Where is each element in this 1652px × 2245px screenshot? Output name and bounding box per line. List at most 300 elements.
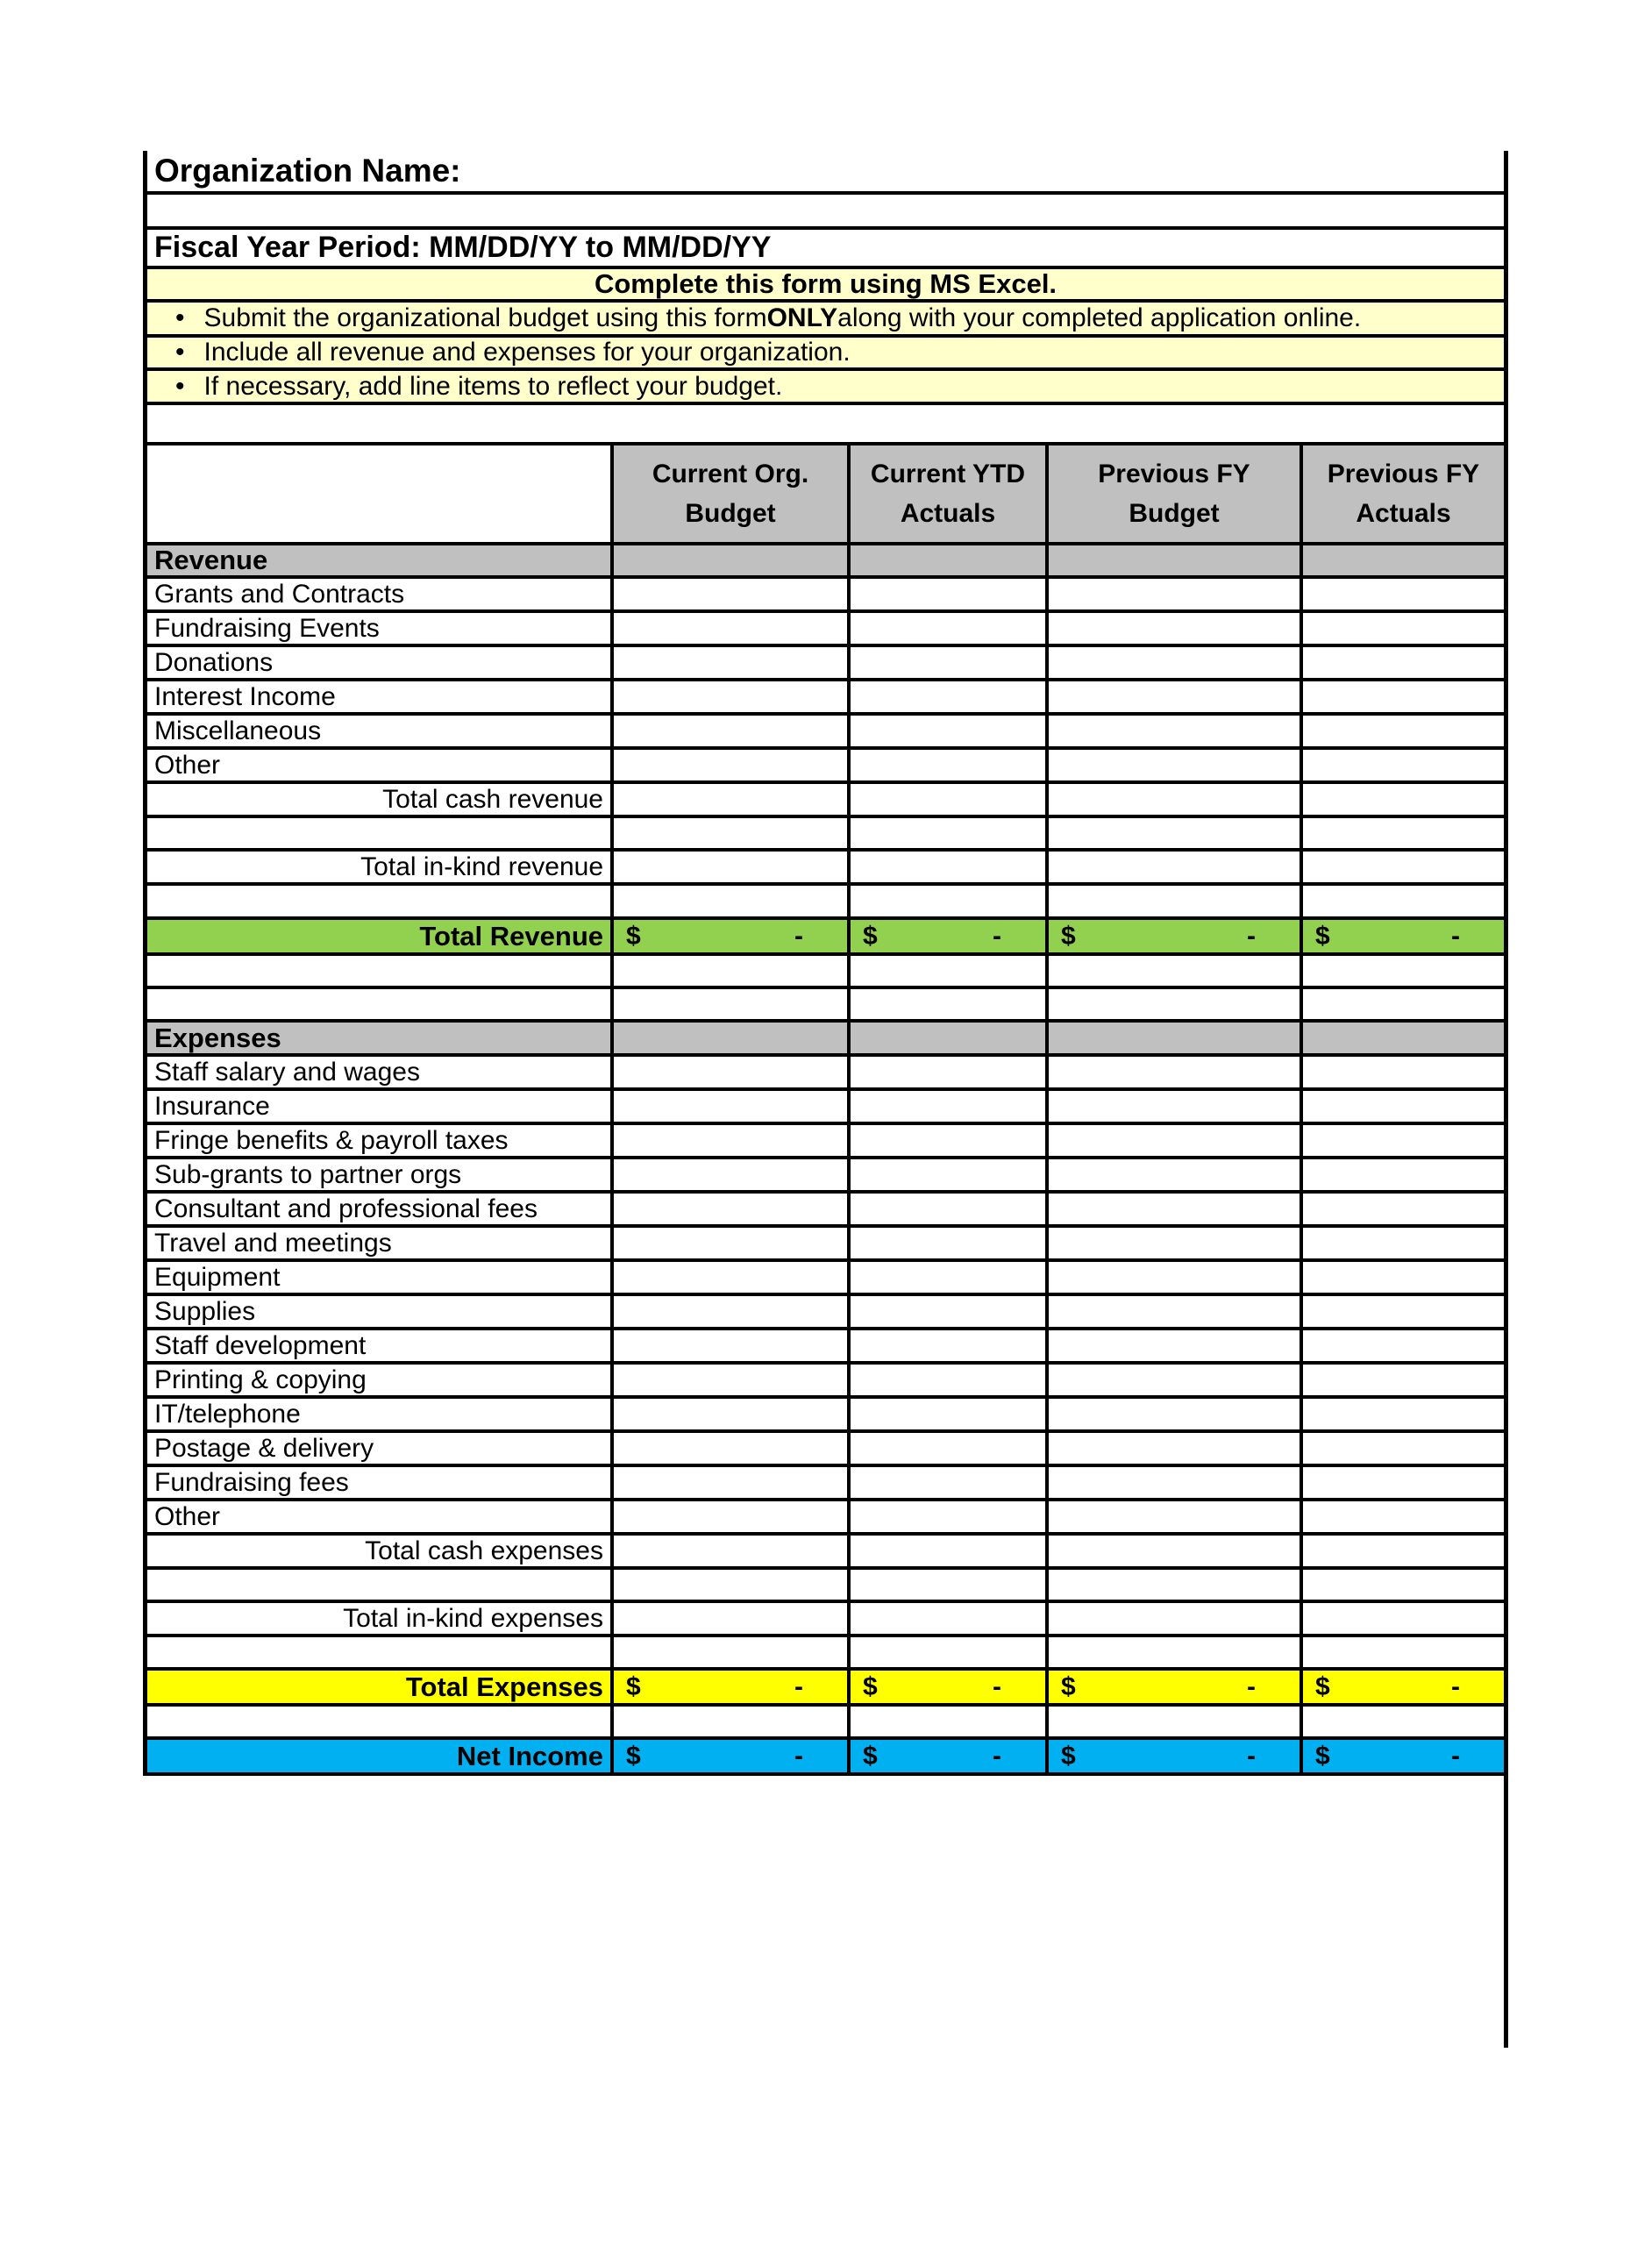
input-cell[interactable] (1049, 1365, 1303, 1399)
row-label (143, 579, 614, 613)
instruction-title: Complete this form using MS Excel. (594, 269, 1057, 299)
table-row (143, 1399, 1508, 1433)
total-expenses-cell[interactable] (614, 1671, 851, 1707)
section-title: Expenses (154, 1023, 281, 1053)
row-label (143, 1091, 614, 1125)
input-cell[interactable] (614, 1296, 851, 1330)
total-cash-revenue-row (143, 784, 1508, 818)
bullet-2-text: Include all revenue and expenses for your organization. (203, 338, 851, 367)
currency-symbol: $ (863, 1671, 878, 1701)
instruction-bullet-row (143, 371, 1508, 405)
input-cell[interactable] (1049, 852, 1303, 886)
input-cell[interactable] (1303, 1228, 1508, 1262)
section-cell (1049, 545, 1303, 579)
table-row (143, 716, 1508, 750)
row-label-text: Grants and Contracts (154, 579, 405, 609)
row-label-text: Travel and meetings (154, 1228, 392, 1258)
row-label-text: Insurance (154, 1091, 270, 1121)
expenses-section-row (143, 1023, 1508, 1057)
section-cell (851, 545, 1049, 579)
empty-cell (1049, 1707, 1303, 1740)
input-cell[interactable] (1303, 613, 1508, 647)
input-cell[interactable] (851, 1365, 1049, 1399)
row-label (143, 1536, 614, 1570)
input-cell[interactable] (851, 1603, 1049, 1637)
input-cell[interactable] (1303, 579, 1508, 613)
empty-cell (143, 956, 614, 989)
total-cash-expenses-row (143, 1536, 1508, 1570)
row-label (143, 1603, 614, 1637)
header-line2: Actuals (1356, 499, 1451, 528)
input-cell[interactable] (1303, 1365, 1508, 1399)
empty-cell (614, 1570, 851, 1603)
spacer-row (143, 989, 1508, 1023)
empty-cell (143, 818, 614, 852)
table-row (143, 1091, 1508, 1125)
header-current-ytd-actuals (851, 445, 1049, 545)
input-cell[interactable] (1303, 1399, 1508, 1433)
input-cell[interactable] (851, 1159, 1049, 1194)
currency-symbol: $ (1061, 921, 1076, 951)
spacer-row (143, 405, 1508, 445)
row-label-text: Fringe benefits & payroll taxes (154, 1125, 509, 1155)
table-row (143, 750, 1508, 784)
row-label (143, 1228, 614, 1262)
row-label (143, 1125, 614, 1159)
row-label-text: Total Revenue (419, 920, 603, 951)
table-row (143, 613, 1508, 647)
table-row (143, 647, 1508, 681)
currency-symbol: $ (1315, 1741, 1330, 1771)
spacer-row (143, 1707, 1508, 1740)
input-cell[interactable] (1303, 1125, 1508, 1159)
input-cell[interactable] (851, 716, 1049, 750)
currency-value: - (993, 1741, 1001, 1771)
row-label-text: Total cash expenses (365, 1536, 603, 1565)
input-cell[interactable] (1303, 1501, 1508, 1536)
currency-symbol: $ (626, 1671, 641, 1701)
currency-value: - (1451, 921, 1460, 951)
input-cell[interactable] (614, 681, 851, 716)
input-cell[interactable] (614, 1365, 851, 1399)
input-cell[interactable] (614, 1091, 851, 1125)
currency-value: - (1247, 921, 1256, 951)
input-cell[interactable] (1303, 750, 1508, 784)
input-cell[interactable] (851, 1125, 1049, 1159)
row-label-text: Staff salary and wages (154, 1057, 420, 1087)
input-cell[interactable] (614, 1330, 851, 1365)
table-row (143, 1330, 1508, 1365)
row-label (143, 784, 614, 818)
row-label (143, 647, 614, 681)
header-line1: Current Org. (652, 460, 809, 488)
row-label-text: Net Income (456, 1740, 603, 1771)
bullet-icon: • (175, 338, 185, 367)
input-cell[interactable] (614, 1057, 851, 1091)
section-cell (614, 545, 851, 579)
row-label (143, 1296, 614, 1330)
input-cell[interactable] (1049, 681, 1303, 716)
fiscal-year-cell[interactable] (143, 230, 1508, 269)
row-label-text: Fundraising fees (154, 1467, 349, 1497)
input-cell[interactable] (614, 1159, 851, 1194)
row-label-text: Miscellaneous (154, 716, 322, 745)
header-previous-fy-budget (1049, 445, 1303, 545)
section-cell (1303, 545, 1508, 579)
input-cell[interactable] (851, 1296, 1049, 1330)
input-cell[interactable] (851, 1091, 1049, 1125)
input-cell[interactable] (1303, 647, 1508, 681)
input-cell[interactable] (851, 750, 1049, 784)
input-cell[interactable] (1049, 1603, 1303, 1637)
header-line1: Current YTD (870, 460, 1026, 488)
revenue-section-row (143, 545, 1508, 579)
org-name-cell[interactable] (143, 151, 1508, 195)
input-cell[interactable] (614, 1228, 851, 1262)
input-cell[interactable] (614, 1399, 851, 1433)
bullet-3-text: If necessary, add line items to reflect your budget. (203, 371, 783, 401)
org-name-row (143, 151, 1508, 195)
empty-cell (1303, 818, 1508, 852)
input-cell[interactable] (851, 1467, 1049, 1501)
input-cell[interactable] (1303, 1262, 1508, 1296)
input-cell[interactable] (614, 647, 851, 681)
row-label (143, 716, 614, 750)
empty-cell (143, 886, 614, 920)
empty-cell (851, 989, 1049, 1023)
input-cell[interactable] (614, 579, 851, 613)
net-income-cell[interactable] (1303, 1740, 1508, 1776)
currency-value: - (794, 921, 803, 951)
input-cell[interactable] (851, 1433, 1049, 1467)
total-revenue-cell[interactable] (1049, 920, 1303, 956)
input-cell[interactable] (851, 1330, 1049, 1365)
row-label-text: Consultant and professional fees (154, 1194, 538, 1223)
total-revenue-row (143, 920, 1508, 956)
bullet-2-cell (143, 338, 1508, 371)
expenses-section-label (143, 1023, 614, 1057)
instruction-bullet-row (143, 303, 1508, 338)
input-cell[interactable] (1049, 1194, 1303, 1228)
org-name-label: Organization Name: (154, 153, 461, 189)
input-cell[interactable] (614, 1433, 851, 1467)
input-cell[interactable] (614, 784, 851, 818)
total-inkind-revenue-row (143, 852, 1508, 886)
instruction-title-row (143, 269, 1508, 303)
currency-value: - (1451, 1741, 1460, 1771)
currency-value: - (794, 1741, 803, 1771)
currency-symbol: $ (1315, 921, 1330, 951)
input-cell[interactable] (1049, 1467, 1303, 1501)
spacer-row (143, 195, 1508, 230)
row-label (143, 1365, 614, 1399)
row-label (143, 1330, 614, 1365)
total-expenses-cell[interactable] (851, 1671, 1049, 1707)
empty-cell (143, 1707, 614, 1740)
section-cell (851, 1023, 1049, 1057)
row-label-text: IT/telephone (154, 1399, 301, 1429)
total-inkind-expenses-row (143, 1603, 1508, 1637)
row-label (143, 1399, 614, 1433)
input-cell[interactable] (1049, 579, 1303, 613)
row-label-text: Total in-kind expenses (343, 1603, 603, 1633)
total-expenses-cell[interactable] (1303, 1671, 1508, 1707)
empty-cell (1049, 1637, 1303, 1671)
instruction-bullet-row (143, 338, 1508, 371)
currency-symbol: $ (863, 921, 878, 951)
input-cell[interactable] (851, 1194, 1049, 1228)
row-label-text: Total in-kind revenue (360, 852, 603, 881)
currency-value: - (993, 921, 1001, 951)
empty-cell (143, 1637, 614, 1671)
header-label-cell (143, 445, 614, 545)
header-current-org-budget (614, 445, 851, 545)
row-label-text: Printing & copying (154, 1365, 367, 1394)
input-cell[interactable] (614, 1536, 851, 1570)
input-cell[interactable] (614, 852, 851, 886)
empty-cell (1303, 1637, 1508, 1671)
empty-cell (1303, 886, 1508, 920)
input-cell[interactable] (1303, 1296, 1508, 1330)
row-label-text: Fundraising Events (154, 613, 380, 643)
input-cell[interactable] (1049, 1228, 1303, 1262)
input-cell[interactable] (1303, 1194, 1508, 1228)
empty-cell (1049, 1570, 1303, 1603)
input-cell[interactable] (614, 750, 851, 784)
table-row (143, 579, 1508, 613)
net-income-label (143, 1740, 614, 1776)
empty-cell (851, 818, 1049, 852)
total-revenue-cell[interactable] (1303, 920, 1508, 956)
currency-value: - (794, 1671, 803, 1701)
empty-cell (614, 989, 851, 1023)
total-revenue-cell[interactable] (851, 920, 1049, 956)
empty-cell (143, 405, 1508, 445)
row-label-text: Donations (154, 647, 274, 677)
input-cell[interactable] (1303, 1091, 1508, 1125)
empty-cell (851, 1637, 1049, 1671)
total-revenue-label (143, 920, 614, 956)
spacer-row (143, 818, 1508, 852)
header-previous-fy-actuals (1303, 445, 1508, 545)
input-cell[interactable] (851, 1399, 1049, 1433)
section-cell (614, 1023, 851, 1057)
row-label (143, 1057, 614, 1091)
empty-cell (614, 1637, 851, 1671)
input-cell[interactable] (614, 1262, 851, 1296)
input-cell[interactable] (1303, 852, 1508, 886)
empty-cell (143, 1570, 614, 1603)
currency-value: - (1451, 1671, 1460, 1701)
input-cell[interactable] (614, 716, 851, 750)
empty-cell (1049, 989, 1303, 1023)
section-cell (1303, 1023, 1508, 1057)
row-label (143, 681, 614, 716)
row-label (143, 1467, 614, 1501)
input-cell[interactable] (1303, 1330, 1508, 1365)
header-line2: Budget (685, 499, 776, 528)
table-row (143, 1057, 1508, 1091)
empty-cell (614, 956, 851, 989)
row-label (143, 1262, 614, 1296)
header-line1: Previous FY (1327, 460, 1480, 488)
input-cell[interactable] (1049, 1125, 1303, 1159)
input-cell[interactable] (851, 784, 1049, 818)
input-cell[interactable] (1303, 1603, 1508, 1637)
input-cell[interactable] (851, 647, 1049, 681)
empty-cell (851, 1570, 1049, 1603)
input-cell[interactable] (1049, 1330, 1303, 1365)
currency-symbol: $ (1315, 1671, 1330, 1701)
input-cell[interactable] (851, 1501, 1049, 1536)
input-cell[interactable] (1049, 1262, 1303, 1296)
table-row (143, 1125, 1508, 1159)
empty-cell (851, 886, 1049, 920)
input-cell[interactable] (1049, 716, 1303, 750)
input-cell[interactable] (1303, 1467, 1508, 1501)
bullet-1-text: Submit the organizational budget using this form (203, 303, 767, 332)
total-expenses-row (143, 1671, 1508, 1707)
section-title: Revenue (154, 545, 268, 575)
input-cell[interactable] (1049, 750, 1303, 784)
input-cell[interactable] (851, 852, 1049, 886)
input-cell[interactable] (614, 1501, 851, 1536)
row-label-text: Interest Income (154, 681, 336, 711)
table-row (143, 1262, 1508, 1296)
empty-cell (1049, 818, 1303, 852)
input-cell[interactable] (851, 579, 1049, 613)
input-cell[interactable] (614, 1125, 851, 1159)
bullet-1-text-end: along with your completed application online. (837, 303, 1362, 332)
input-cell[interactable] (1303, 1159, 1508, 1194)
total-expenses-label (143, 1671, 614, 1707)
row-label-text: Equipment (154, 1262, 281, 1292)
input-cell[interactable] (851, 681, 1049, 716)
total-expenses-cell[interactable] (1049, 1671, 1303, 1707)
input-cell[interactable] (1049, 1433, 1303, 1467)
bullet-1-cell (143, 303, 1508, 338)
currency-symbol: $ (626, 921, 641, 951)
empty-cell (1303, 1570, 1508, 1603)
input-cell[interactable] (851, 1536, 1049, 1570)
table-row (143, 681, 1508, 716)
revenue-section-label (143, 545, 614, 579)
empty-cell (143, 195, 1508, 230)
currency-value: - (1247, 1671, 1256, 1701)
column-border-tail (1504, 1776, 1508, 2048)
input-cell[interactable] (851, 1228, 1049, 1262)
header-line2: Budget (1129, 499, 1220, 528)
empty-cell (1049, 886, 1303, 920)
input-cell[interactable] (1049, 1501, 1303, 1536)
table-row (143, 1228, 1508, 1262)
row-label-text: Other (154, 750, 221, 780)
bullet-3-cell (143, 371, 1508, 405)
currency-symbol: $ (863, 1741, 878, 1771)
input-cell[interactable] (1303, 716, 1508, 750)
input-cell[interactable] (851, 1262, 1049, 1296)
empty-cell (614, 1707, 851, 1740)
row-label (143, 1159, 614, 1194)
empty-cell (1303, 989, 1508, 1023)
currency-symbol: $ (626, 1741, 641, 1771)
input-cell[interactable] (1303, 1433, 1508, 1467)
input-cell[interactable] (1049, 784, 1303, 818)
empty-cell (851, 956, 1049, 989)
input-cell[interactable] (1303, 681, 1508, 716)
currency-symbol: $ (1061, 1741, 1076, 1771)
empty-cell (851, 1707, 1049, 1740)
input-cell[interactable] (1049, 1536, 1303, 1570)
total-revenue-cell[interactable] (614, 920, 851, 956)
input-cell[interactable] (1303, 1057, 1508, 1091)
row-label-text: Staff development (154, 1330, 367, 1360)
input-cell[interactable] (851, 613, 1049, 647)
input-cell[interactable] (614, 1194, 851, 1228)
row-label (143, 750, 614, 784)
table-row (143, 1296, 1508, 1330)
input-cell[interactable] (1303, 784, 1508, 818)
spacer-row (143, 1637, 1508, 1671)
instruction-title-cell (143, 269, 1508, 303)
currency-symbol: $ (1061, 1671, 1076, 1701)
budget-form-sheet (143, 151, 1508, 1776)
row-label (143, 613, 614, 647)
spacer-row (143, 956, 1508, 989)
table-row (143, 1467, 1508, 1501)
net-income-row (143, 1740, 1508, 1776)
input-cell[interactable] (1049, 613, 1303, 647)
input-cell[interactable] (1049, 1057, 1303, 1091)
net-income-cell[interactable] (614, 1740, 851, 1776)
row-label (143, 1501, 614, 1536)
header-line1: Previous FY (1098, 460, 1250, 488)
column-header-row (143, 445, 1508, 545)
net-income-cell[interactable] (851, 1740, 1049, 1776)
input-cell[interactable] (614, 1603, 851, 1637)
empty-cell (143, 989, 614, 1023)
empty-cell (1303, 956, 1508, 989)
row-label-text: Sub-grants to partner orgs (154, 1159, 462, 1189)
input-cell[interactable] (1049, 1296, 1303, 1330)
net-income-cell[interactable] (1049, 1740, 1303, 1776)
empty-cell (1049, 956, 1303, 989)
empty-cell (614, 818, 851, 852)
input-cell[interactable] (614, 613, 851, 647)
currency-value: - (1247, 1741, 1256, 1771)
input-cell[interactable] (1049, 1091, 1303, 1125)
table-row (143, 1365, 1508, 1399)
currency-value: - (993, 1671, 1001, 1701)
input-cell[interactable] (614, 1467, 851, 1501)
table-row (143, 1159, 1508, 1194)
empty-cell (614, 886, 851, 920)
row-label-text: Supplies (154, 1296, 256, 1326)
section-cell (1049, 1023, 1303, 1057)
input-cell[interactable] (1049, 1159, 1303, 1194)
input-cell[interactable] (1049, 647, 1303, 681)
table-row (143, 1501, 1508, 1536)
spacer-row (143, 886, 1508, 920)
bullet-icon: • (175, 303, 185, 332)
bullet-icon: • (175, 371, 185, 401)
row-label-text: Total Expenses (405, 1671, 603, 1702)
input-cell[interactable] (1303, 1536, 1508, 1570)
input-cell[interactable] (1049, 1399, 1303, 1433)
fiscal-year-row (143, 230, 1508, 269)
input-cell[interactable] (851, 1057, 1049, 1091)
bullet-1-bold: ONLY (766, 303, 838, 332)
